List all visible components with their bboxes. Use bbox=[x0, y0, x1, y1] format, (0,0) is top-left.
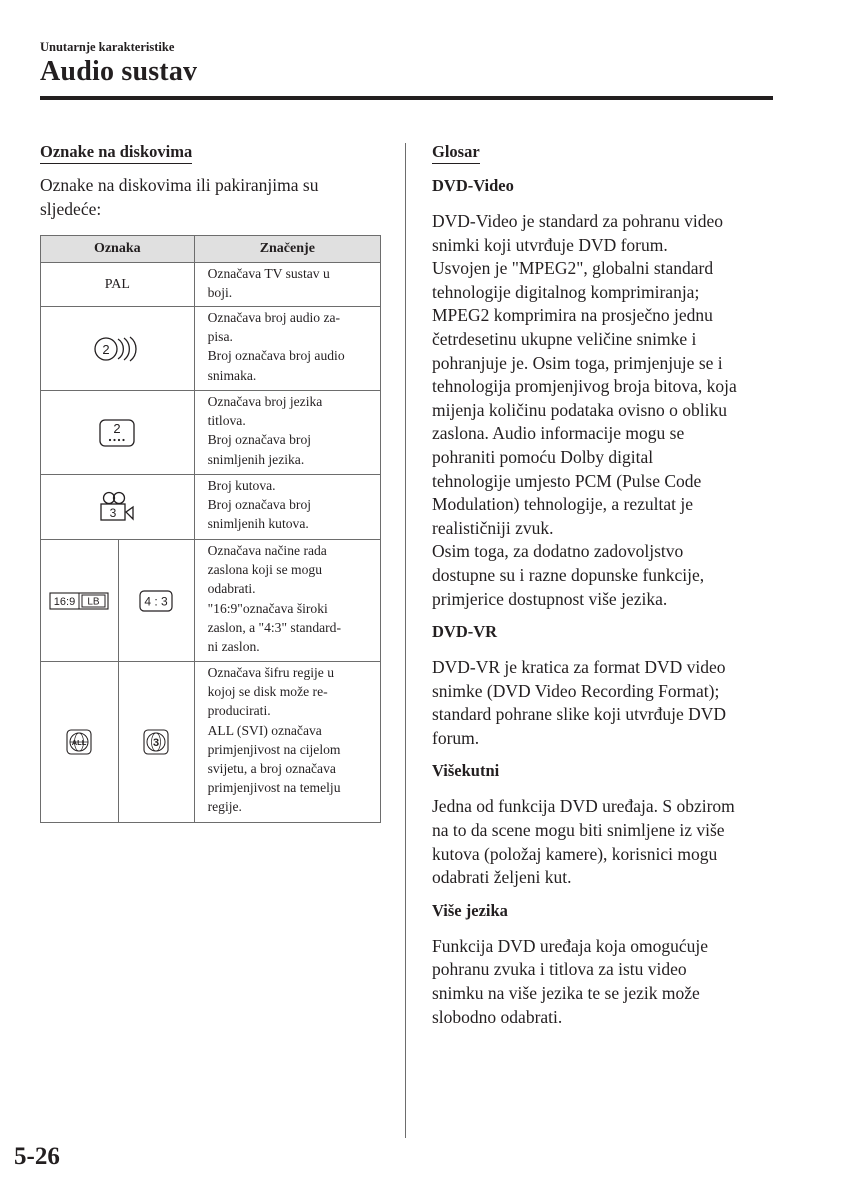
meaning-line: snimaka. bbox=[207, 367, 257, 383]
page-number: 5-26 bbox=[14, 1143, 60, 1170]
entry-line: tehnologija promjenjivog broja bitova, koja bbox=[432, 376, 737, 397]
entry-line: zaslona. Audio informacije mogu se bbox=[432, 423, 685, 444]
pal-mark: PAL bbox=[104, 277, 130, 293]
ratio-4-3: 4 : 3 bbox=[144, 594, 168, 608]
entry-line: mijenja količinu podataka ovisno o obliku bbox=[432, 399, 728, 420]
entry-line: četrdesetinu ukupne veličine snimke i bbox=[432, 328, 697, 349]
meaning-line: boji. bbox=[207, 285, 233, 301]
angle-count: 3 bbox=[109, 506, 117, 520]
section-label: Unutarnje karakteristike bbox=[40, 40, 175, 54]
entry-line: na to da scene mogu biti snimljene iz više bbox=[432, 820, 725, 841]
table-row bbox=[41, 391, 381, 475]
entry-line: pohraniti pomoću Dolby digital bbox=[432, 446, 654, 467]
meaning-line: regije. bbox=[207, 799, 242, 815]
meaning-line: snimljenih jezika. bbox=[207, 451, 305, 467]
entry-line: snimku na više jezika te se jezik može bbox=[432, 983, 700, 1004]
entry-line: kutova (položaj kamere), korisnici mogu bbox=[432, 843, 718, 864]
meaning-line: zaslon, a "4:3" standard- bbox=[207, 619, 341, 635]
audio-count: 2 bbox=[102, 341, 110, 357]
disc-marks-heading: Oznake na diskovima bbox=[40, 142, 192, 164]
entry-title: Višekutni bbox=[432, 761, 500, 781]
camera-angle-icon bbox=[97, 490, 137, 524]
meaning-cell bbox=[194, 540, 380, 662]
header-rule bbox=[40, 96, 773, 100]
mark-cell bbox=[41, 307, 195, 391]
meaning-line: primjenjivost na cijelom bbox=[207, 741, 341, 757]
glossary-heading: Glosar bbox=[432, 142, 480, 164]
meaning-line: producirati. bbox=[207, 703, 271, 719]
aspect-ratio-16-9-lb-icon bbox=[49, 592, 109, 610]
meaning-line: kojoj se disk može re- bbox=[207, 684, 328, 700]
entry-body bbox=[432, 210, 777, 611]
meaning-line: snimljenih kutova. bbox=[207, 516, 309, 532]
subtitles-icon bbox=[97, 418, 137, 448]
meaning-line: Označava šifru regije u bbox=[207, 665, 335, 680]
region-all-label: ALL bbox=[72, 738, 87, 747]
entry-line: Modulation) tehnologije, a rezultat je bbox=[432, 494, 693, 515]
glossary-entry-multi-angle bbox=[432, 760, 777, 889]
table-row bbox=[41, 307, 381, 391]
table-header-row bbox=[41, 236, 381, 263]
glossary-entry-multi-language bbox=[432, 900, 777, 1029]
entry-line: Jedna od funkcija DVD uređaja. S obzirom bbox=[432, 796, 735, 817]
meaning-line: Broj označava broj bbox=[207, 432, 312, 448]
meaning-line: odabrati. bbox=[207, 581, 256, 597]
meaning-line: Broj označava broj bbox=[207, 497, 312, 513]
glossary-column bbox=[432, 142, 777, 1029]
entry-line: DVD-Video je standard za pohranu video bbox=[432, 211, 724, 231]
mark-cell bbox=[41, 391, 195, 475]
meaning-line: pisa. bbox=[207, 329, 233, 345]
entry-line: pohranu zvuka i titlova za istu video bbox=[432, 959, 687, 980]
column-header-mark: Oznaka bbox=[41, 236, 195, 263]
entry-line: Usvojen je "MPEG2", globalni standard bbox=[432, 258, 714, 279]
entry-line: tehnologije digitalnog komprimiranja; bbox=[432, 281, 700, 302]
mark-cell bbox=[41, 475, 195, 540]
meaning-line: Označava TV sustav u bbox=[207, 266, 330, 281]
entry-line: primjerice dostupnost više jezika. bbox=[432, 588, 668, 609]
meaning-line: Označava broj jezika bbox=[207, 394, 323, 409]
entry-title: Više jezika bbox=[432, 900, 508, 920]
table-row bbox=[41, 263, 381, 307]
region-all-icon bbox=[65, 728, 93, 756]
mark-cell bbox=[41, 263, 195, 307]
aspect-ratio-4-3-icon bbox=[138, 589, 174, 613]
entry-line: snimke (DVD Video Recording Format); bbox=[432, 680, 720, 701]
left-column bbox=[40, 142, 381, 221]
entry-line: Osim toga, za dodatno zadovoljstvo bbox=[432, 541, 684, 562]
meaning-cell bbox=[194, 391, 380, 475]
mark-cell bbox=[41, 662, 119, 823]
entry-line: odabrati željeni kut. bbox=[432, 867, 572, 888]
meaning-cell bbox=[194, 307, 380, 391]
meaning-line: titlova. bbox=[207, 413, 246, 429]
meaning-line: svijetu, a broj označava bbox=[207, 761, 336, 777]
glossary-entry-dvd-vr bbox=[432, 621, 777, 750]
glossary-entry-dvd-video bbox=[432, 175, 777, 611]
meaning-line: Broj kutova. bbox=[207, 478, 276, 493]
meaning-line: ni zaslon. bbox=[207, 639, 260, 655]
column-divider bbox=[405, 143, 406, 1138]
meaning-line: zaslona koji se mogu bbox=[207, 562, 322, 578]
ratio-lb: LB bbox=[87, 596, 101, 608]
page-title: Audio sustav bbox=[40, 56, 198, 87]
table-row bbox=[41, 475, 381, 540]
region-number-icon bbox=[142, 728, 170, 756]
entry-line: realističniji zvuk. bbox=[432, 517, 554, 538]
entry-line: MPEG2 komprimira na prosječno jednu bbox=[432, 305, 713, 326]
entry-line: tehnologije umjesto PCM (Pulse Code bbox=[432, 470, 702, 491]
entry-body bbox=[432, 656, 777, 750]
entry-line: DVD-VR je kratica za format DVD video bbox=[432, 657, 726, 678]
entry-line: forum. bbox=[432, 727, 480, 748]
entry-line: Funkcija DVD uređaja koja omogućuje bbox=[432, 935, 709, 956]
entry-title: DVD-VR bbox=[432, 622, 498, 642]
meaning-line: Broj označava broj audio bbox=[207, 348, 345, 364]
entry-line: slobodno odabrati. bbox=[432, 1006, 563, 1027]
meaning-line: "16:9"označava široki bbox=[207, 600, 328, 616]
ratio-16-9: 16:9 bbox=[54, 596, 76, 609]
audio-streams-icon bbox=[92, 335, 142, 363]
mark-cell bbox=[118, 540, 194, 662]
meaning-cell bbox=[194, 263, 380, 307]
table-row bbox=[41, 662, 381, 823]
entry-line: snimki koji utvrđuje DVD forum. bbox=[432, 234, 668, 255]
table-row bbox=[41, 540, 381, 662]
meaning-line: Označava broj audio za- bbox=[207, 310, 341, 325]
entry-title: DVD-Video bbox=[432, 176, 514, 195]
disc-marks-table bbox=[40, 235, 381, 823]
entry-body bbox=[432, 795, 777, 889]
mark-cell bbox=[118, 662, 194, 823]
disc-marks-intro: Oznake na diskovima ili pakiranjima su sljedeće: bbox=[40, 175, 319, 219]
meaning-cell bbox=[194, 475, 380, 540]
entry-line: dostupne su i razne dopunske funkcije, bbox=[432, 564, 705, 585]
meaning-cell bbox=[194, 662, 380, 823]
entry-line: pohranjuje je. Osim toga, primjenjuje se i bbox=[432, 352, 723, 373]
meaning-line: primjenjivost na temelju bbox=[207, 780, 341, 796]
meaning-line: Označava načine rada bbox=[207, 543, 327, 558]
region-number-label: 3 bbox=[153, 737, 160, 749]
mark-cell bbox=[41, 540, 119, 662]
entry-body bbox=[432, 935, 777, 1029]
entry-line: standard pohrane slike koji utvrđuje DVD bbox=[432, 704, 727, 725]
column-header-meaning: Značenje bbox=[194, 236, 380, 263]
subtitle-count: 2 bbox=[113, 420, 121, 436]
meaning-line: ALL (SVI) označava bbox=[207, 722, 322, 738]
